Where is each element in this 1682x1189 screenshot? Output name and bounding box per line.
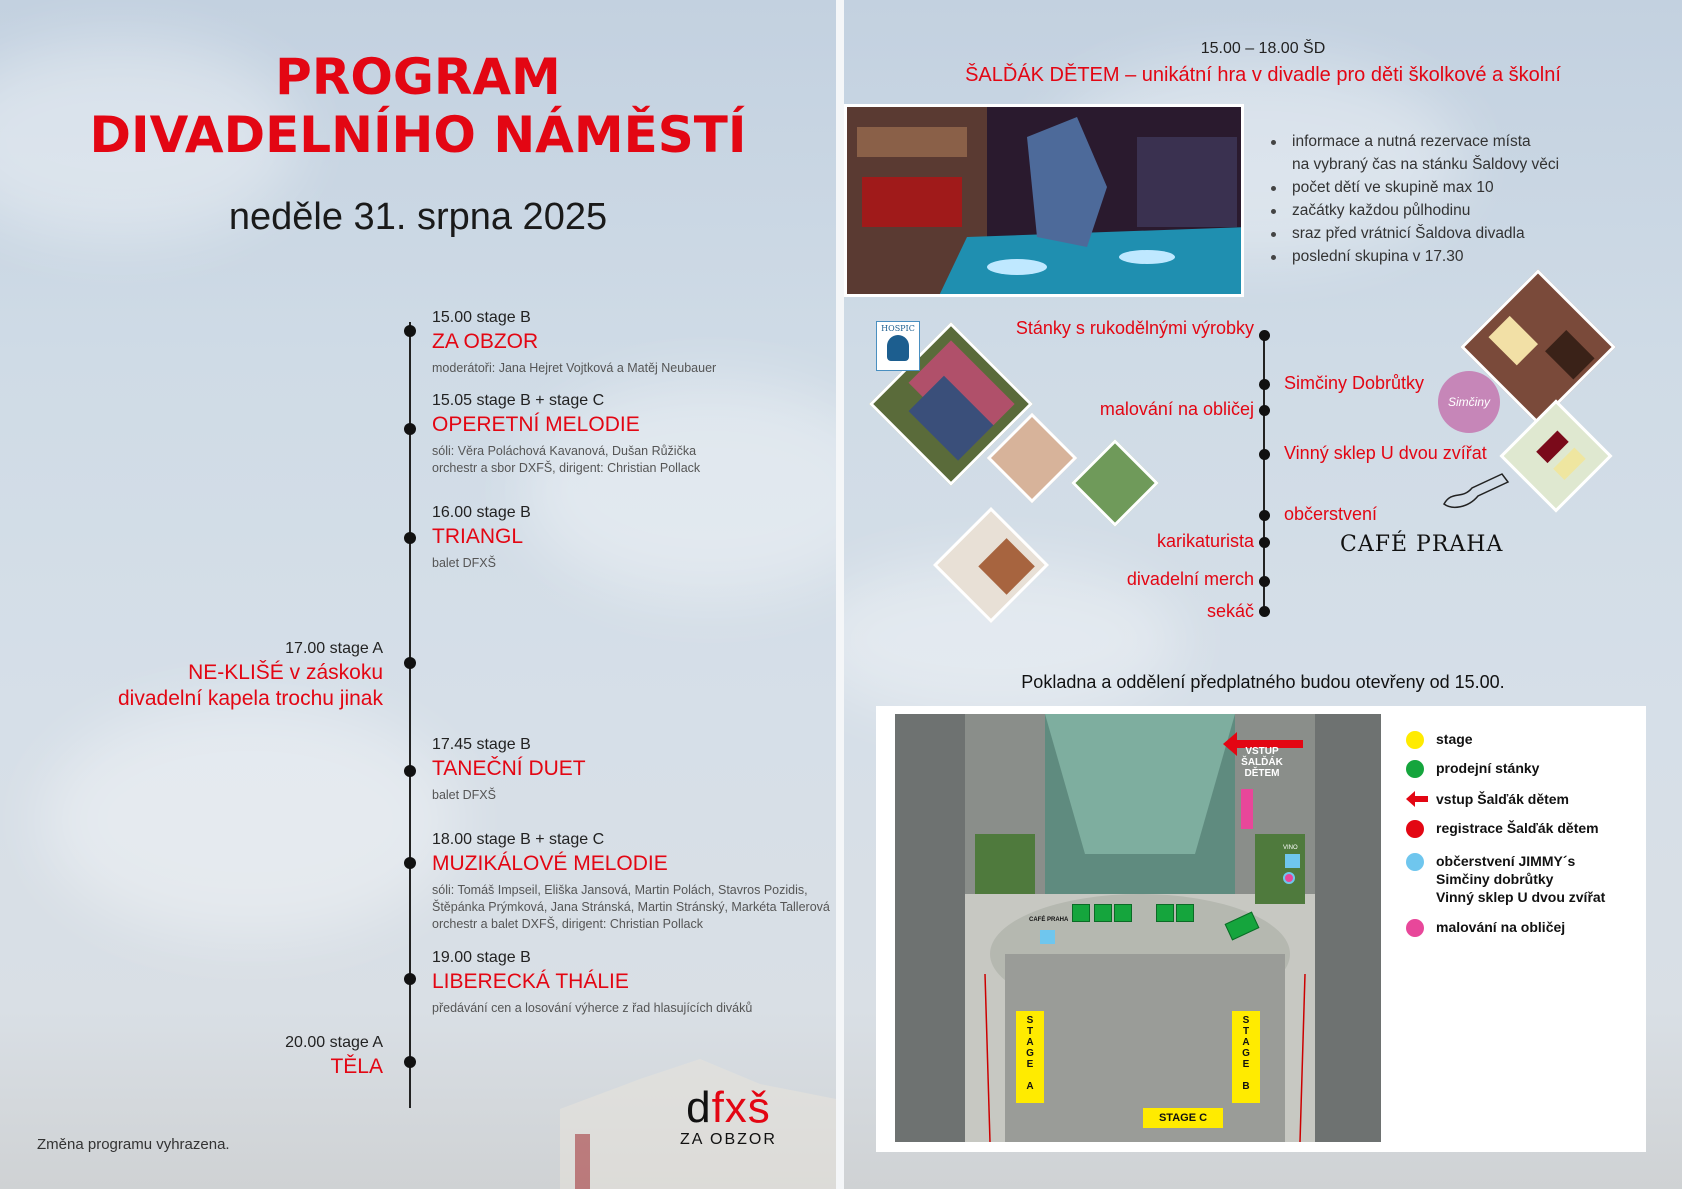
timeline-line [409, 322, 411, 1108]
left-page [0, 0, 836, 1189]
stall-marker [1156, 904, 1174, 922]
program-item: 18.00 stage B + stage C MUZIKÁLOVÉ MELODIE sóli: Tomáš Impseil, Eliška Jansová, Martin Polách, Stavros Pozidis, Štěpánka Prýmková, Jana Stránská, Martin Stránský, Markéta Tallerová orchestr a balet DXFŠ, dirigent: Christian Pollack [432, 831, 830, 931]
info-bullet: začátky každou půlhodinu [1269, 199, 1559, 222]
program-item: 15.00 stage B ZA OBZOR moderátoři: Jana Hejret Vojtková a Matěj Neubauer [432, 309, 717, 375]
stall-label: Stánky s rukodělnými výrobky [1015, 318, 1254, 338]
legend-item: stage [1406, 730, 1605, 748]
stall-label: malování na obličej [1099, 399, 1254, 419]
program-item: 15.05 stage B + stage C OPERETNÍ MELODIE sóli: Věra Poláchová Kavanová, Dušan Růžička orchestr a sbor DXFŠ, dirigent: Christian Pollack [432, 392, 701, 475]
stall-dot [1259, 449, 1270, 460]
timeline-dot [404, 657, 416, 669]
kids-program-info [1269, 130, 1559, 268]
legend-swatch [1406, 731, 1424, 749]
stall-dot [1259, 576, 1270, 587]
vino-label: VINO [1283, 845, 1298, 851]
legend-item: registrace Šalďák dětem [1406, 819, 1605, 837]
info-bullet: informace a nutná rezervace místa [1269, 130, 1559, 153]
program-item-name: MUZIKÁLOVÉ MELODIE [432, 852, 668, 875]
program-item-name: ZA OBZOR [432, 330, 539, 353]
cafe-praha-logo: CAFÉ PRAHA [1340, 532, 1504, 557]
stall-label: sekáč [1206, 601, 1254, 621]
cafe-map-label: CAFÉ PRAHA [1029, 917, 1069, 923]
program-item-name: OPERETNÍ MELODIE [432, 413, 640, 436]
event-date: neděle 31. srpna 2025 [228, 196, 608, 238]
stall-dot [1259, 405, 1270, 416]
stall-label: divadelní merch [1126, 569, 1254, 589]
stall-label: Simčiny Dobrůtky [1284, 373, 1425, 393]
stage-photo-image [847, 107, 1244, 297]
stalls-line [1263, 334, 1265, 612]
logo-mark: dfxš [686, 1083, 771, 1132]
stall-dot [1259, 537, 1270, 548]
entry-label: VSTUP ŠALĎÁK DĚTEM [1241, 746, 1283, 779]
legend-item: malování na obličej [1406, 918, 1605, 936]
stage-c: STAGE C [1143, 1108, 1223, 1128]
kids-program-headline: ŠALĎÁK DĚTEM – unikátní hra v divadle pro děti školkové a školní [965, 64, 1561, 86]
site-map [876, 706, 1646, 1152]
program-item: 17.00 stage A NE-KLIŠÉ v záskoku divadelní kapela trochu jinak [117, 640, 383, 710]
stall-label: občerstvení [1284, 504, 1378, 524]
right-page [844, 0, 1682, 1189]
stall-label: Vinný sklep U dvou zvířat [1284, 443, 1487, 463]
stall-marker [1176, 904, 1194, 922]
aerial-map [895, 714, 1381, 1142]
legend-swatch [1406, 760, 1424, 778]
program-item-name: TRIANGL [432, 525, 524, 548]
timeline-dot [404, 423, 416, 435]
stall-marker [1094, 904, 1112, 922]
kids-program-time: 15.00 – 18.00 ŠD [1200, 40, 1326, 57]
legend-swatch [1406, 820, 1424, 838]
wine-cellar-logo-image [1442, 470, 1512, 510]
timeline-dot [404, 857, 416, 869]
box-office-note: Pokladna a oddělení předplatného budou otevřeny od 15.00. [1021, 672, 1505, 692]
program-item-name: NE-KLIŠÉ v záskoku [188, 661, 383, 684]
timeline-dot [404, 765, 416, 777]
stall-marker [1114, 904, 1132, 922]
legend-item: občerstvení JIMMY´s Simčiny dobrůtky Vinný sklep U dvou zvířat [1406, 852, 1605, 906]
refreshment-marker [1040, 930, 1055, 944]
stage-a: S T A G E A [1016, 1011, 1044, 1103]
stall-dot [1259, 379, 1270, 390]
stage-photo [844, 104, 1244, 297]
program-item: 20.00 stage A TĚLA [285, 1034, 383, 1078]
page-title: PROGRAM DIVADELNÍHO NÁMĚSTÍ [89, 48, 747, 164]
stall-marker [1072, 904, 1090, 922]
legend-item: prodejní stánky [1406, 759, 1605, 777]
stall-dot [1259, 330, 1270, 341]
hospic-logo: HOSPIC [876, 321, 920, 371]
legend-swatch [1406, 853, 1424, 871]
theatre-logo [680, 1085, 777, 1149]
page-gutter [836, 0, 844, 1189]
program-note: Změna programu vyhrazena. [37, 1136, 230, 1153]
stall-dot [1259, 510, 1270, 521]
program-item-name: LIBERECKÁ THÁLIE [432, 970, 629, 993]
info-bullet-cont: na vybraný čas na stánku Šaldovy věci [1292, 156, 1560, 173]
legend-swatch [1406, 919, 1424, 937]
program-item-name: TANEČNÍ DUET [432, 757, 586, 780]
timeline-dot [404, 325, 416, 337]
legend-item: vstup Šalďák dětem [1406, 790, 1605, 808]
stage-b: S T A G E B [1232, 1011, 1260, 1103]
info-bullet: sraz před vrátnicí Šaldova divadla [1269, 222, 1559, 245]
stall-dot [1259, 606, 1270, 617]
program-item-name: TĚLA [330, 1055, 383, 1078]
simciny-logo: Simčiny [1438, 371, 1500, 433]
program-item: 16.00 stage B TRIANGL balet DFXŠ [432, 504, 531, 570]
registration-marker [1283, 872, 1295, 884]
aerial-map-image [895, 714, 1381, 1142]
info-bullet: poslední skupina v 17.30 [1269, 245, 1559, 268]
timeline-dot [404, 532, 416, 544]
program-item: 17.45 stage B TANEČNÍ DUET balet DFXŠ [432, 736, 586, 802]
timeline-dot [404, 973, 416, 985]
stall-label: karikaturista [1156, 531, 1254, 551]
arrow-left-icon [1406, 790, 1428, 808]
info-bullet: počet dětí ve skupině max 10 [1269, 176, 1559, 199]
logo-mark-accent: fxš [711, 1083, 771, 1132]
logo-tagline: ZA OBZOR [680, 1131, 777, 1148]
map-legend [1406, 730, 1605, 947]
timeline-dot [404, 1056, 416, 1068]
facepaint-marker [1241, 789, 1253, 829]
program-item: 19.00 stage B LIBERECKÁ THÁLIE předávání cen a losování výherce z řad hlasujících diváků [432, 949, 753, 1015]
refreshment-marker [1285, 854, 1300, 868]
wine-cellar-logo [1442, 470, 1512, 510]
photo-wine [1499, 399, 1612, 512]
stall-photo-booth [1071, 439, 1159, 527]
